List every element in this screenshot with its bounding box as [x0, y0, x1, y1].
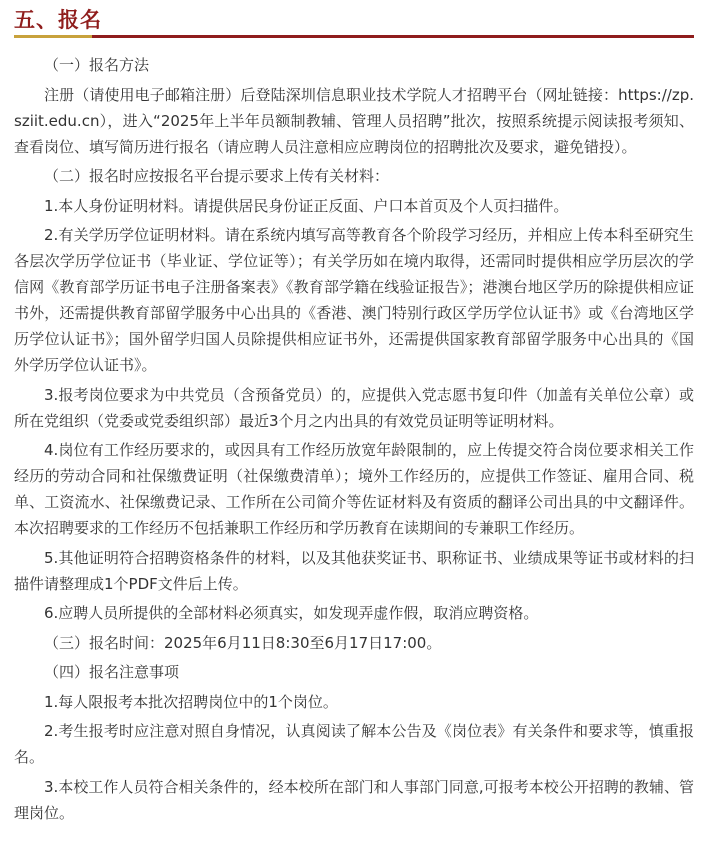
list-item-one-position-limit: 1.每人限报考本批次招聘岗位中的1个岗位。	[44, 692, 338, 711]
section-divider-accent	[14, 35, 92, 38]
subheading-registration-notes: （四）报名注意事项	[44, 663, 180, 681]
list-item-authenticity-notice: 6.应聘人员所提供的全部材料必须真实，如发现弄虚作假，取消应聘资格。	[44, 604, 539, 622]
subheading-registration-time: （三）报名时间：2025年6月11日8:30至6月17日17:00。	[44, 633, 442, 652]
list-item-party-member-materials: 3.报考岗位要求为中共党员（含预备党员）的，应提供入党志愿书复印件（加盖有关单位公章）或所在党组织（党委或党委组织部）最近3个月之内出具的有效党员证明等证明材料。	[14, 385, 694, 430]
subheading-upload-materials: （二）报名时应按报名平台提示要求上传有关材料：	[44, 167, 390, 185]
section-header	[14, 4, 694, 40]
list-item-read-carefully: 2.考生报考时应注意对照自身情况，认真阅读了解本公告及《岗位表》有关条件和要求等，慎重报名。	[14, 722, 694, 766]
section-divider	[14, 35, 694, 38]
list-item-id-materials: 1.本人身份证明材料。请提供居民身份证正反面、户口本首页及个人页扫描件。	[44, 196, 569, 215]
list-item-other-materials: 5.其他证明符合招聘资格条件的材料，以及其他获奖证书、职称证书、业绩成果等证书或材料的扫描件请整理成1个PDF文件后上传。	[14, 548, 694, 593]
list-item-work-experience-materials: 4.岗位有工作经历要求的，或因具有工作经历放宽年龄限制的，应上传提交符合岗位要求相关工作经历的劳动合同和社保缴费证明（社保缴费清单）；境外工作经历的，应提供工作签证、雇用合同、税单、工资流水、社保缴费记录、工作所在公司简介等佐证材料及有资质的翻译公司出具的中文翻译件。本次招聘要求的工作经历不包括兼职工作经历和学历教育在读期间的专兼职工作经历。	[14, 441, 694, 537]
list-item-internal-staff: 3.本校工作人员符合相关条件的，经本校所在部门和人事部门同意,可报考本校公开招聘的教辅、管理岗位。	[14, 777, 694, 822]
list-item-degree-materials: 2.有关学历学位证明材料。请在系统内填写高等教育各个阶段学习经历，并相应上传本科至研究生各层次学历学位证书（毕业证、学位证等）；有关学历如在境内取得，还需同时提供相应学历层次的学信网《教育部学历证书电子注册备案表》《教育部学籍在线验证报告》；港澳台地区学历的除提供相应证书外，还需提供教育部留学服务中心出具的《香港、澳门特别行政区学历学位认证书》或《台湾地区学历学位认证书》；国外留学归国人员除提供相应证书外，还需提供国家教育部留学服务中心出具的《国外学历学位认证书》。	[14, 226, 694, 374]
subheading-registration-method: （一）报名方法	[44, 56, 150, 74]
section-title: 五、报名	[14, 8, 102, 32]
section-body	[14, 52, 694, 826]
paragraph-registration-instructions: 注册（请使用电子邮箱注册）后登陆深圳信息职业技术学院人才招聘平台（网址链接：https://zp.sziit.edu.cn），进入“2025年上半年员额制教辅、管理人员招聘”批次，按照系统提示阅读报考须知、查看岗位、填写简历进行报名（请应聘人员注意相应应聘岗位的招聘批次及要求，避免错投）。	[14, 85, 694, 156]
